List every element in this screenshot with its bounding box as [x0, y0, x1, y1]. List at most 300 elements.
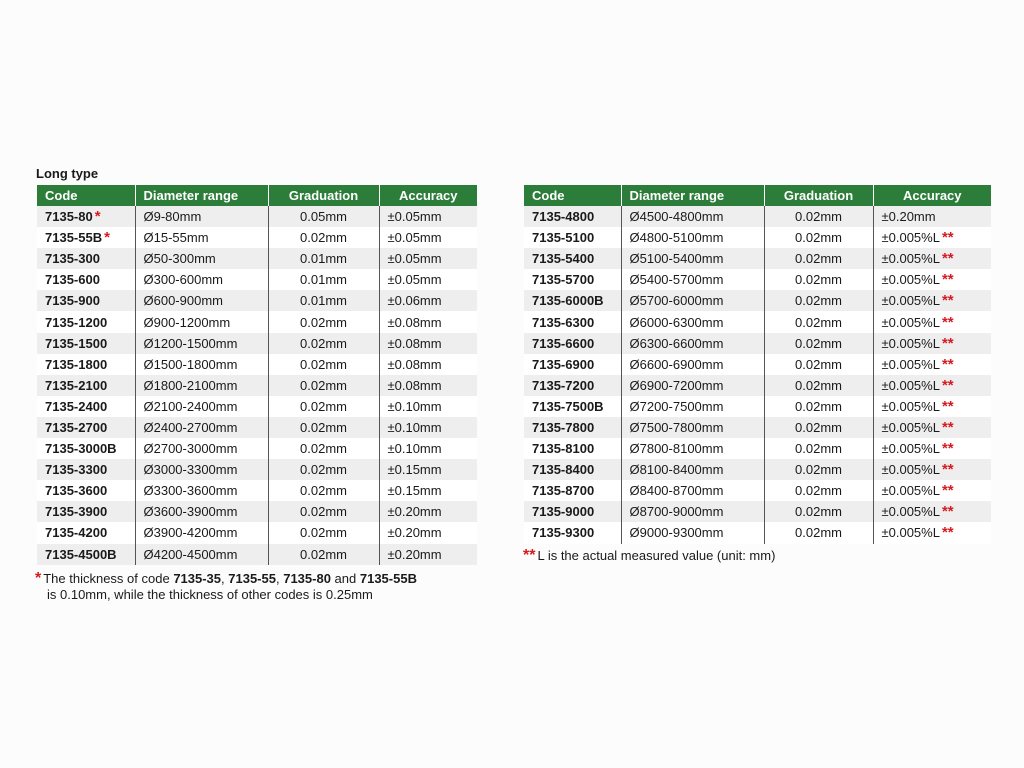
diameter-cell: [621, 522, 764, 543]
code-cell-text: 7135-900: [45, 293, 100, 309]
graduation-cell: [268, 269, 379, 290]
diameter-cell-text: Ø4800-5100mm: [629, 230, 724, 246]
table-row: [37, 333, 477, 354]
accuracy-cell-text: ±0.08mm: [387, 377, 442, 393]
footnote-code: 7135-55: [228, 571, 276, 586]
table-row: [37, 248, 477, 269]
accuracy-cell: [379, 290, 477, 311]
graduation-cell: [764, 269, 873, 290]
graduation-cell-text: 0.02mm: [795, 293, 842, 309]
diameter-cell: [135, 311, 268, 332]
table-row: [524, 417, 991, 438]
footnote-marker: **: [941, 292, 954, 310]
header-code: Code: [37, 185, 135, 206]
accuracy-cell: [379, 501, 477, 522]
accuracy-cell: [873, 248, 991, 269]
graduation-cell: [764, 248, 873, 269]
footnote-marker: **: [941, 355, 954, 373]
graduation-cell-text: 0.02mm: [795, 419, 842, 435]
header-diameter: Diameter range: [135, 185, 268, 206]
code-cell-text: 7135-6300: [532, 314, 595, 330]
graduation-cell-text: 0.02mm: [300, 398, 347, 414]
code-cell-text: 7135-9000: [532, 504, 595, 520]
footnote-marker: **: [941, 524, 954, 542]
code-cell: [37, 290, 135, 311]
accuracy-cell-text: ±0.20mm: [387, 546, 442, 562]
accuracy-cell-text: ±0.05mm: [387, 209, 442, 225]
table-row: [37, 396, 477, 417]
diameter-cell-text: Ø6300-6600mm: [629, 335, 724, 351]
diameter-cell-text: Ø5700-6000mm: [629, 293, 724, 309]
accuracy-cell: [379, 311, 477, 332]
accuracy-cell-text: ±0.005%L: [881, 483, 940, 499]
graduation-cell-text: 0.02mm: [795, 483, 842, 499]
code-cell-text: 7135-2400: [45, 398, 108, 414]
accuracy-cell: [379, 354, 477, 375]
code-cell-text: 7135-3900: [45, 504, 108, 520]
table-row: [524, 396, 991, 417]
diameter-cell: [135, 438, 268, 459]
table-row: [37, 438, 477, 459]
graduation-cell-text: 0.02mm: [300, 356, 347, 372]
code-cell-text: 7135-7200: [532, 377, 595, 393]
graduation-cell: [268, 248, 379, 269]
diameter-cell-text: Ø6600-6900mm: [629, 356, 724, 372]
code-cell: [37, 396, 135, 417]
diameter-cell: [135, 269, 268, 290]
diameter-cell: [135, 480, 268, 501]
accuracy-cell-text: ±0.005%L: [881, 462, 940, 478]
graduation-cell-text: 0.02mm: [300, 441, 347, 457]
accuracy-cell-text: ±0.005%L: [881, 504, 940, 520]
accuracy-cell-text: ±0.08mm: [387, 356, 442, 372]
diameter-cell: [621, 480, 764, 501]
diameter-cell-text: Ø5400-5700mm: [629, 272, 724, 288]
graduation-cell-text: 0.02mm: [795, 251, 842, 267]
graduation-cell: [268, 438, 379, 459]
accuracy-cell-text: ±0.20mm: [881, 209, 936, 225]
code-cell: [524, 311, 621, 332]
graduation-cell: [764, 375, 873, 396]
accuracy-cell: [873, 501, 991, 522]
table-row: [37, 522, 477, 543]
table-row: [37, 417, 477, 438]
code-cell: [37, 501, 135, 522]
graduation-cell-text: 0.01mm: [300, 251, 347, 267]
diameter-cell: [621, 227, 764, 248]
accuracy-cell: [873, 417, 991, 438]
code-cell: [37, 417, 135, 438]
code-cell: [37, 354, 135, 375]
code-cell-text: 7135-6600: [532, 335, 595, 351]
accuracy-cell: [379, 438, 477, 459]
code-cell: [37, 206, 135, 227]
accuracy-cell-text: ±0.06mm: [387, 293, 442, 309]
graduation-cell: [268, 396, 379, 417]
diameter-cell-text: Ø8400-8700mm: [629, 483, 724, 499]
accuracy-cell: [379, 375, 477, 396]
code-cell-text: 7135-300: [45, 251, 100, 267]
graduation-cell: [268, 375, 379, 396]
accuracy-cell-text: ±0.08mm: [387, 335, 442, 351]
table-row: [37, 206, 477, 227]
accuracy-cell: [379, 480, 477, 501]
diameter-cell: [621, 311, 764, 332]
diameter-cell-text: Ø3900-4200mm: [143, 525, 238, 541]
graduation-cell-text: 0.02mm: [795, 209, 842, 225]
accuracy-cell-text: ±0.005%L: [881, 441, 940, 457]
code-cell: [524, 522, 621, 543]
diameter-cell-text: Ø3000-3300mm: [143, 462, 238, 478]
diameter-cell: [135, 396, 268, 417]
diameter-cell-text: Ø4500-4800mm: [629, 209, 724, 225]
graduation-cell: [268, 522, 379, 543]
accuracy-cell-text: ±0.005%L: [881, 272, 940, 288]
diameter-cell: [135, 206, 268, 227]
spec-table-left: [37, 185, 477, 565]
code-cell: [524, 354, 621, 375]
code-cell-text: 7135-7500B: [532, 398, 604, 414]
code-cell: [524, 206, 621, 227]
header-accuracy: Accuracy: [873, 185, 991, 206]
graduation-cell: [268, 354, 379, 375]
graduation-cell-text: 0.02mm: [795, 398, 842, 414]
accuracy-cell-text: ±0.005%L: [881, 398, 940, 414]
table-row: [37, 290, 477, 311]
diameter-cell: [621, 417, 764, 438]
accuracy-cell: [873, 311, 991, 332]
diameter-cell: [621, 333, 764, 354]
code-cell: [524, 290, 621, 311]
graduation-cell-text: 0.02mm: [300, 504, 347, 520]
table-row: [524, 375, 991, 396]
table-row: [37, 269, 477, 290]
diameter-cell-text: Ø1800-2100mm: [143, 377, 238, 393]
diameter-cell-text: Ø3600-3900mm: [143, 504, 238, 520]
accuracy-cell-text: ±0.005%L: [881, 230, 940, 246]
code-cell-text: 7135-4500B: [45, 546, 117, 562]
accuracy-cell: [873, 375, 991, 396]
footnote-marker: **: [941, 418, 954, 436]
code-cell: [37, 375, 135, 396]
accuracy-cell-text: ±0.15mm: [387, 462, 442, 478]
table-row: [37, 311, 477, 332]
diameter-cell-text: Ø2100-2400mm: [143, 398, 238, 414]
code-cell: [37, 438, 135, 459]
table-row: [524, 333, 991, 354]
code-cell-text: 7135-7800: [532, 419, 595, 435]
footnote-code: 7135-55B: [359, 571, 417, 586]
graduation-cell: [268, 480, 379, 501]
table-caption: Long type: [36, 166, 99, 181]
code-cell-text: 7135-55B: [45, 230, 103, 246]
table-row: [37, 480, 477, 501]
spec-table-right: [524, 185, 991, 544]
code-cell: [37, 459, 135, 480]
code-cell-text: 7135-1500: [45, 335, 108, 351]
graduation-cell-text: 0.01mm: [300, 293, 347, 309]
accuracy-cell: [379, 544, 477, 565]
graduation-cell-text: 0.02mm: [795, 525, 842, 541]
accuracy-cell-text: ±0.005%L: [881, 377, 940, 393]
table-row: [524, 311, 991, 332]
accuracy-cell: [873, 522, 991, 543]
footnote-line2: is 0.10mm, while the thickness of other codes is 0.25mm: [47, 587, 373, 602]
graduation-cell: [764, 333, 873, 354]
diameter-cell: [135, 248, 268, 269]
diameter-cell-text: Ø7500-7800mm: [629, 419, 724, 435]
code-cell-text: 7135-6900: [532, 356, 595, 372]
graduation-cell-text: 0.02mm: [795, 335, 842, 351]
accuracy-cell-text: ±0.05mm: [387, 251, 442, 267]
footnote-double-asterisk: **: [523, 547, 536, 564]
table-header-row: [37, 185, 477, 206]
table-row: [524, 522, 991, 543]
graduation-cell-text: 0.02mm: [795, 272, 842, 288]
accuracy-cell-text: ±0.10mm: [387, 398, 442, 414]
table-row: [524, 480, 991, 501]
code-cell-text: 7135-3600: [45, 483, 108, 499]
table-row: [524, 248, 991, 269]
accuracy-cell-text: ±0.005%L: [881, 356, 940, 372]
code-cell-text: 7135-9300: [532, 525, 595, 541]
diameter-cell-text: Ø300-600mm: [143, 272, 223, 288]
footnote-marker: **: [941, 482, 954, 500]
graduation-cell: [268, 544, 379, 565]
code-cell-text: 7135-3000B: [45, 441, 117, 457]
diameter-cell: [621, 438, 764, 459]
footnote-code: 7135-80: [283, 571, 331, 586]
code-cell: [524, 459, 621, 480]
graduation-cell: [764, 417, 873, 438]
footnote-marker: **: [941, 250, 954, 268]
diameter-cell: [135, 354, 268, 375]
code-cell-text: 7135-5100: [532, 230, 595, 246]
graduation-cell: [268, 459, 379, 480]
graduation-cell-text: 0.02mm: [795, 377, 842, 393]
table-row: [524, 269, 991, 290]
code-cell: [524, 396, 621, 417]
footnote-asterisk: *: [35, 570, 42, 587]
code-cell-text: 7135-2100: [45, 377, 108, 393]
diameter-cell: [135, 375, 268, 396]
footnote-prefix: The thickness of code: [43, 571, 174, 586]
table-row: [524, 290, 991, 311]
graduation-cell-text: 0.02mm: [795, 504, 842, 520]
footnote-marker: **: [941, 397, 954, 415]
diameter-cell-text: Ø4200-4500mm: [143, 546, 238, 562]
graduation-cell: [268, 290, 379, 311]
accuracy-cell: [873, 206, 991, 227]
table-row: [524, 354, 991, 375]
code-cell-text: 7135-4200: [45, 525, 108, 541]
accuracy-cell: [873, 333, 991, 354]
footnote-marker: **: [941, 334, 954, 352]
accuracy-cell: [379, 333, 477, 354]
table-row: [524, 459, 991, 480]
graduation-cell-text: 0.02mm: [300, 546, 347, 562]
code-cell: [524, 333, 621, 354]
graduation-cell: [764, 227, 873, 248]
diameter-cell-text: Ø7800-8100mm: [629, 441, 724, 457]
accuracy-cell-text: ±0.08mm: [387, 314, 442, 330]
accuracy-cell-text: ±0.005%L: [881, 335, 940, 351]
code-cell: [37, 333, 135, 354]
code-cell-text: 7135-1800: [45, 356, 108, 372]
graduation-cell-text: 0.02mm: [795, 441, 842, 457]
code-cell-text: 7135-8400: [532, 462, 595, 478]
accuracy-cell-text: ±0.20mm: [387, 504, 442, 520]
code-cell-text: 7135-5700: [532, 272, 595, 288]
code-cell-text: 7135-4800: [532, 209, 595, 225]
code-cell-text: 7135-5400: [532, 251, 595, 267]
diameter-cell: [621, 459, 764, 480]
graduation-cell: [764, 396, 873, 417]
thickness-footnote: [35, 571, 485, 603]
code-cell: [524, 417, 621, 438]
graduation-cell-text: 0.02mm: [795, 230, 842, 246]
table-row: [37, 459, 477, 480]
footnote-text: L is the actual measured value (unit: mm): [537, 548, 776, 563]
code-cell-text: 7135-3300: [45, 462, 108, 478]
code-cell-text: 7135-2700: [45, 419, 108, 435]
footnote-marker: *: [94, 208, 101, 226]
diameter-cell-text: Ø8700-9000mm: [629, 504, 724, 520]
diameter-cell-text: Ø2400-2700mm: [143, 419, 238, 435]
accuracy-cell: [379, 459, 477, 480]
diameter-cell-text: Ø5100-5400mm: [629, 251, 724, 267]
accuracy-cell-text: ±0.05mm: [387, 272, 442, 288]
graduation-cell: [764, 206, 873, 227]
header-code: Code: [524, 185, 621, 206]
graduation-cell-text: 0.02mm: [300, 335, 347, 351]
accuracy-cell: [873, 396, 991, 417]
diameter-cell-text: Ø7200-7500mm: [629, 398, 724, 414]
table-row: [524, 206, 991, 227]
graduation-cell: [268, 227, 379, 248]
diameter-cell: [135, 544, 268, 565]
graduation-cell-text: 0.02mm: [795, 356, 842, 372]
accuracy-cell: [873, 290, 991, 311]
code-cell: [524, 227, 621, 248]
diameter-cell: [135, 333, 268, 354]
accuracy-cell: [379, 248, 477, 269]
code-cell: [524, 501, 621, 522]
accuracy-cell: [873, 438, 991, 459]
table-row: [37, 354, 477, 375]
header-graduation: Graduation: [764, 185, 873, 206]
code-cell-text: 7135-8700: [532, 483, 595, 499]
diameter-cell-text: Ø9000-9300mm: [629, 525, 724, 541]
diameter-cell-text: Ø1200-1500mm: [143, 335, 238, 351]
diameter-cell-text: Ø900-1200mm: [143, 314, 231, 330]
graduation-cell-text: 0.02mm: [300, 419, 347, 435]
diameter-cell: [135, 227, 268, 248]
accuracy-cell-text: ±0.10mm: [387, 441, 442, 457]
graduation-cell: [764, 480, 873, 501]
graduation-cell: [764, 290, 873, 311]
header-diameter: Diameter range: [621, 185, 764, 206]
graduation-cell: [764, 501, 873, 522]
graduation-cell: [268, 311, 379, 332]
graduation-cell: [764, 311, 873, 332]
table-row: [37, 544, 477, 565]
accuracy-cell-text: ±0.10mm: [387, 419, 442, 435]
footnote-marker: **: [941, 313, 954, 331]
diameter-cell: [621, 396, 764, 417]
code-cell-text: 7135-6000B: [532, 293, 604, 309]
code-cell-text: 7135-600: [45, 272, 100, 288]
diameter-cell: [135, 522, 268, 543]
code-cell-text: 7135-1200: [45, 314, 108, 330]
footnote-marker: **: [941, 376, 954, 394]
accuracy-cell-text: ±0.005%L: [881, 293, 940, 309]
code-cell: [524, 375, 621, 396]
header-accuracy: Accuracy: [379, 185, 477, 206]
diameter-cell: [621, 206, 764, 227]
diameter-cell: [621, 290, 764, 311]
graduation-cell: [764, 522, 873, 543]
table-row: [37, 375, 477, 396]
footnote-marker: **: [941, 461, 954, 479]
accuracy-cell: [379, 206, 477, 227]
footnote-code: 7135-35: [173, 571, 222, 586]
accuracy-cell: [873, 354, 991, 375]
code-cell: [524, 269, 621, 290]
diameter-cell: [135, 290, 268, 311]
accuracy-cell-text: ±0.20mm: [387, 525, 442, 541]
diameter-cell-text: Ø3300-3600mm: [143, 483, 238, 499]
accuracy-cell: [873, 480, 991, 501]
code-cell: [524, 438, 621, 459]
accuracy-cell: [379, 417, 477, 438]
accuracy-cell-text: ±0.005%L: [881, 251, 940, 267]
table-row: [524, 501, 991, 522]
diameter-cell: [135, 459, 268, 480]
code-cell: [37, 522, 135, 543]
accuracy-cell: [379, 227, 477, 248]
diameter-cell-text: Ø6900-7200mm: [629, 377, 724, 393]
code-cell: [37, 480, 135, 501]
graduation-cell-text: 0.02mm: [300, 314, 347, 330]
diameter-cell-text: Ø50-300mm: [143, 251, 216, 267]
diameter-cell-text: Ø9-80mm: [143, 209, 202, 225]
table-row: [524, 227, 991, 248]
footnote-marker: **: [941, 271, 954, 289]
accuracy-cell-text: ±0.005%L: [881, 314, 940, 330]
header-graduation: Graduation: [268, 185, 379, 206]
graduation-cell-text: 0.02mm: [300, 525, 347, 541]
graduation-cell-text: 0.02mm: [795, 314, 842, 330]
accuracy-cell-text: ±0.15mm: [387, 483, 442, 499]
diameter-cell: [135, 501, 268, 522]
diameter-cell-text: Ø1500-1800mm: [143, 356, 238, 372]
code-cell: [37, 227, 135, 248]
graduation-cell-text: 0.02mm: [300, 230, 347, 246]
graduation-cell: [764, 459, 873, 480]
accuracy-cell-text: ±0.005%L: [881, 525, 940, 541]
graduation-cell: [268, 417, 379, 438]
code-cell-text: 7135-80: [45, 209, 93, 225]
accuracy-cell-text: ±0.05mm: [387, 230, 442, 246]
diameter-cell: [621, 269, 764, 290]
code-cell: [524, 248, 621, 269]
graduation-cell-text: 0.05mm: [300, 209, 347, 225]
footnote-marker: **: [941, 503, 954, 521]
accuracy-footnote: [523, 548, 923, 564]
code-cell: [524, 480, 621, 501]
accuracy-cell: [873, 269, 991, 290]
